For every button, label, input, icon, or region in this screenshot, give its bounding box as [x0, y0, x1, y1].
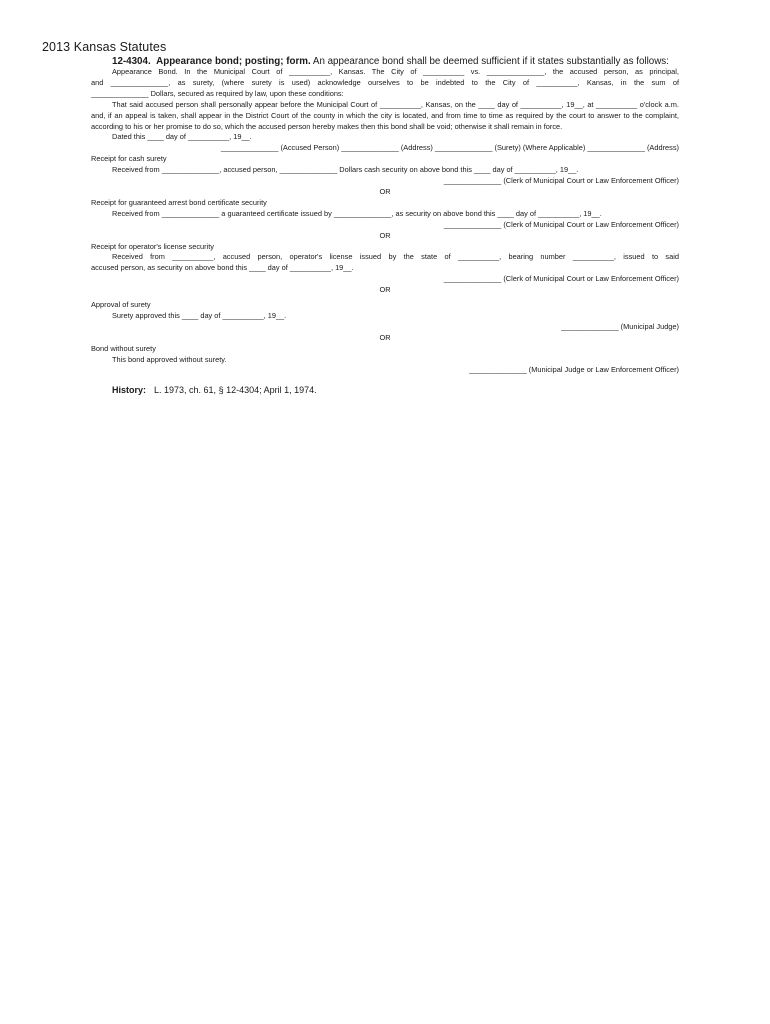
no-surety-text: This bond approved without surety. [112, 354, 227, 364]
page-title: 2013 Kansas Statutes [42, 40, 167, 54]
bond-conditions: That said accused person shall personally appear before the Municipal Court of __________, Kansas, on the ____ day of __________, 19__, at __________ o'clock a.m. and, if an appeal is taken, shall appear in the District Court of the county in which the city is located, and from time to time as required by the court to answer to the complaint, according to his or her promise to do so, which the accused person hereby makes then this bond shall be void; otherwise it shall remain in force. [91, 99, 679, 131]
license-line-1: Received from __________, accused person, operator's license issued by the state of __________, bearing number __________, issued to said [112, 252, 679, 262]
section-title: Appearance bond; posting; form. [156, 56, 311, 67]
cash-surety-heading: Receipt for cash surety [91, 154, 167, 164]
or-divider-4: OR [379, 332, 391, 342]
judge-signature: ______________ (Municipal Judge) [561, 321, 679, 331]
approval-text: Surety approved this ____ day of __________, 19__. [112, 310, 287, 320]
or-divider-3: OR [379, 285, 391, 295]
history-text: L. 1973, ch. 61, § 12-4304; April 1, 1974. [154, 385, 317, 396]
no-surety-heading: Bond without surety [91, 343, 156, 353]
bond-line-2: and ______________, as surety, (where surety is used) acknowledge ourselves to be indebted to the City of __________, Kansas, in the sum of [91, 77, 679, 87]
clerk-signature-2: ______________ (Clerk of Municipal Court or Law Enforcement Officer) [443, 219, 679, 229]
certificate-heading: Receipt for guaranteed arrest bond certificate security [91, 197, 267, 207]
section-number: 12-4304. [112, 56, 151, 67]
bond-form [91, 67, 679, 376]
clerk-signature-3: ______________ (Clerk of Municipal Court or Law Enforcement Officer) [443, 274, 679, 284]
or-divider-1: OR [379, 186, 391, 196]
license-heading: Receipt for operator's license security [91, 241, 214, 251]
history-label: History: [112, 385, 147, 396]
statute-intro: An appearance bond shall be deemed sufficient if it states substantially as follows: [312, 56, 669, 67]
approval-heading: Approval of surety [91, 300, 151, 310]
statute-heading [91, 56, 679, 67]
license-line-2: accused person, as security on above bond this ____ day of __________, 19__. [91, 263, 354, 273]
history-line [91, 385, 679, 395]
final-signature: ______________ (Municipal Judge or Law Enforcement Officer) [469, 365, 679, 375]
statute-body [91, 56, 679, 395]
bond-line-3: ______________ Dollars, secured as required by law, upon these conditions: [91, 88, 344, 98]
cash-surety-text: Received from ______________, accused person, ______________ Dollars cash security on above bond this ____ day of __________, 19__. [112, 165, 579, 175]
dated-line: Dated this ____ day of __________, 19__. [112, 132, 252, 142]
or-divider-2: OR [379, 230, 391, 240]
certificate-text: Received from ______________ a guaranteed certificate issued by ______________, as security on above bond this ____ day of __________, 19__. [112, 208, 602, 218]
bond-line-1: Appearance Bond. In the Municipal Court of __________, Kansas. The City of __________ vs. ______________, the accused person, as principal, [112, 67, 679, 76]
clerk-signature-1: ______________ (Clerk of Municipal Court or Law Enforcement Officer) [443, 176, 679, 186]
signature-line: ______________ (Accused Person) ______________ (Address) ______________ (Surety) (Where Applicable) ______________ (Address) [220, 143, 679, 153]
